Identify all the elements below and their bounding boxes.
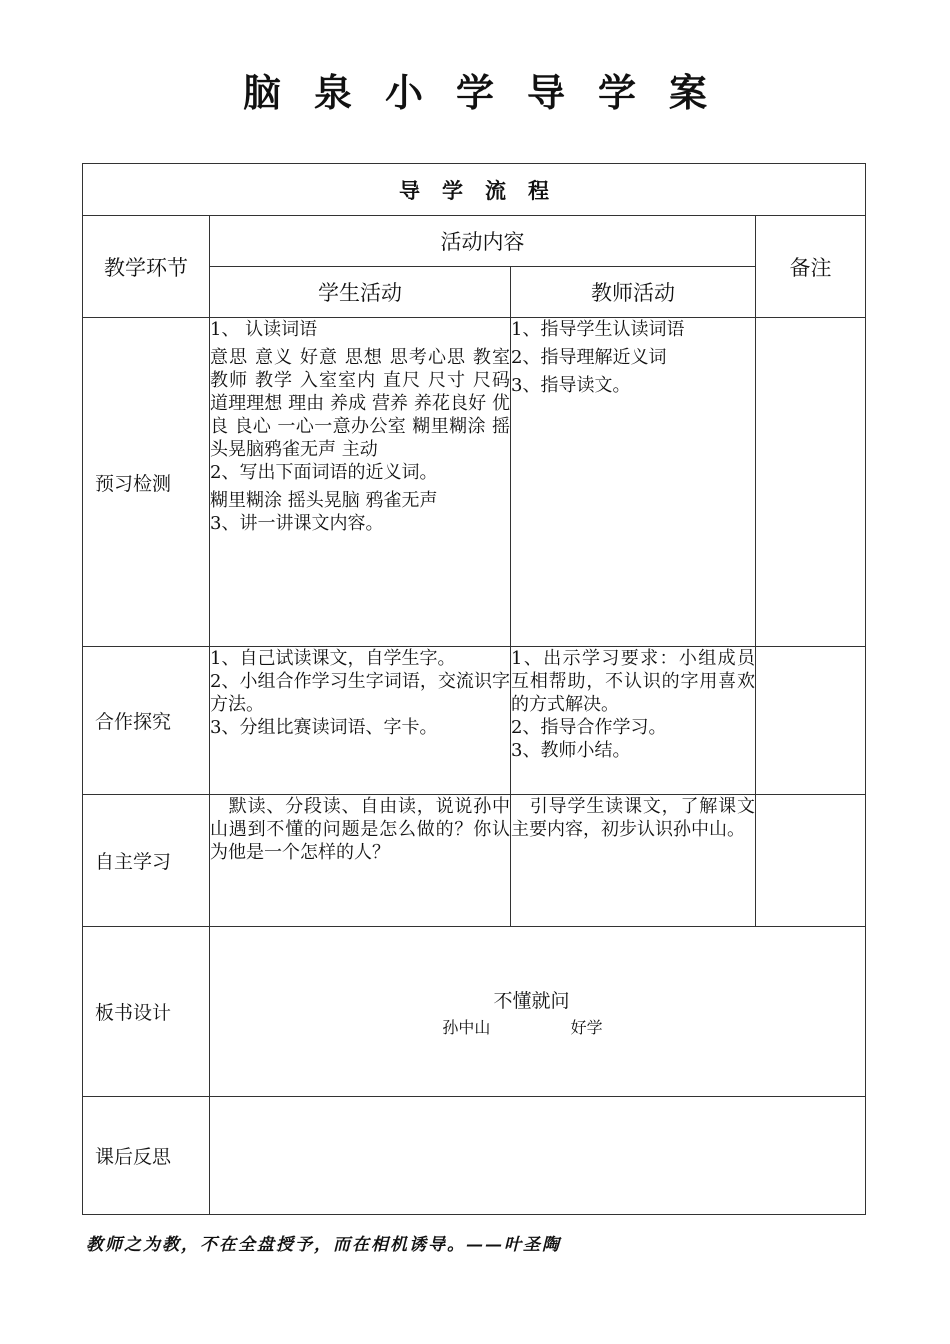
preview-teacher-line: 3、指导读文。 xyxy=(511,375,631,396)
self-study-teacher-line: 引导学生读课文，了解课文主要内容，初步认识孙中山。 xyxy=(511,796,755,840)
stage-preview: 预习检测 xyxy=(83,318,210,647)
self-study-note xyxy=(756,795,866,927)
stage-self-study: 自主学习 xyxy=(83,795,210,927)
page-title: 脑泉小学导学案 xyxy=(242,71,740,115)
board-right: 好学 xyxy=(570,1017,603,1037)
preview-student-line: 意思 意义 好意 思想 思考心思 教室 教师 教学 入室室内 直尺 尺寸 尺码 道理理想 理由 养成 营养 养花良好 优良 良心 一心一意办公室 糊里糊涂 摇头晃脑鸦雀无声 主动 xyxy=(210,347,510,460)
self-study-student xyxy=(210,795,511,927)
self-study-student-line: 默读、分段读、自由读，说说孙中山遇到不懂的问题是怎么做的？你认为他是一个怎样的人？ xyxy=(210,796,510,863)
cooperate-teacher-line: 3、教师小结。 xyxy=(511,740,631,761)
board-design xyxy=(210,927,866,1097)
stage-reflection: 课后反思 xyxy=(83,1097,210,1215)
header-stage: 教学环节 xyxy=(83,216,210,318)
preview-student-line: 糊里糊涂 摇头晃脑 鸦雀无声 xyxy=(210,490,438,511)
header-note: 备注 xyxy=(756,216,866,318)
cooperate-teacher-line: 2、指导合作学习。 xyxy=(511,717,667,738)
preview-teacher xyxy=(511,318,756,647)
preview-teacher-line: 1、指导学生认读词语 xyxy=(511,319,685,340)
preview-student xyxy=(210,318,511,647)
preview-student-line: 3、讲一讲课文内容。 xyxy=(210,513,384,534)
self-study-teacher xyxy=(511,795,756,927)
header-content: 活动内容 xyxy=(210,216,756,267)
cooperate-teacher-line: 1、出示学习要求：小组成员互相帮助，不认识的字用喜欢的方式解决。 xyxy=(511,648,755,715)
header-student: 学生活动 xyxy=(210,267,511,318)
cooperate-student-line: 2、小组合作学习生字词语，交流识字方法。 xyxy=(210,671,510,715)
cooperate-student xyxy=(210,647,511,795)
cooperate-student-line: 3、分组比赛读词语、字卡。 xyxy=(210,717,438,738)
stage-cooperate: 合作探究 xyxy=(83,647,210,795)
preview-note xyxy=(756,318,866,647)
cooperate-teacher xyxy=(511,647,756,795)
cooperate-student-line: 1、自己试读课文，自学生字。 xyxy=(210,648,456,669)
board-subline xyxy=(180,1015,865,1038)
preview-student-line: 1、 认读词语 xyxy=(210,319,318,340)
reflection-content xyxy=(210,1097,866,1215)
board-title: 不懂就问 xyxy=(493,989,570,1012)
board-left: 孙中山 xyxy=(442,1017,491,1037)
lesson-plan-table xyxy=(82,163,866,1215)
footer-quote: 教师之为教，不在全盘授予，而在相机诱导。——叶圣陶 xyxy=(86,1235,561,1255)
cooperate-note xyxy=(756,647,866,795)
stage-board: 板书设计 xyxy=(83,927,210,1097)
preview-teacher-line: 2、指导理解近义词 xyxy=(511,347,667,368)
preview-student-line: 2、写出下面词语的近义词。 xyxy=(210,462,438,483)
header-teacher: 教师活动 xyxy=(511,267,756,318)
flow-header: 导学流程 xyxy=(83,164,866,216)
